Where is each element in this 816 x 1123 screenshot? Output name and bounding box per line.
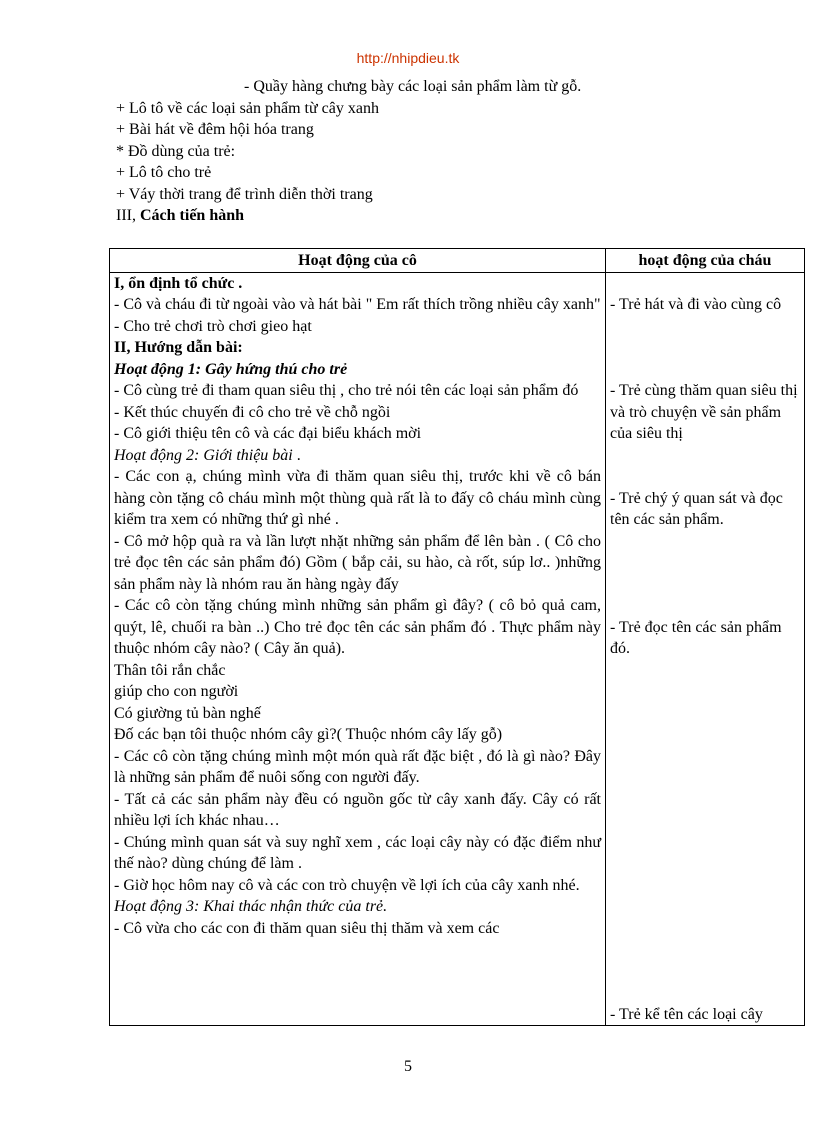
teacher-line: - Các cô còn tặng chúng mình một món quà rất đặc biệt , đó là gì nào? Đây là những sản phẩm để nuôi sống con người đấy. [114, 747, 601, 786]
section-heading [116, 205, 796, 227]
children-line: - Trẻ cùng thăm quan siêu thị và trò chuyện về sản phẩm của siêu thị [610, 382, 798, 442]
spacer [610, 810, 800, 832]
spacer [610, 552, 800, 574]
spacer [610, 359, 800, 381]
riddle-line: Thân tôi rắn chắc [114, 661, 226, 679]
spacer [610, 767, 800, 789]
teacher-line: - Các con ạ, chúng mình vừa đi thăm quan siêu thị, trước khi về cô bán hàng còn tặng cô cháu mình một thùng quà rất là to đấy cô cháu mình cùng kiểm tra xem có những thứ gì nhé . [114, 468, 601, 528]
table-header-row [110, 249, 805, 273]
children-line: - Trẻ đọc tên các sản phẩm đó. [610, 618, 782, 657]
activity-2-heading [114, 445, 601, 467]
spacer [610, 939, 800, 961]
spacer [610, 466, 800, 488]
spacer [610, 531, 800, 553]
spacer [610, 574, 800, 596]
intro-line: + Bài hát về đêm hội hóa trang [116, 121, 314, 138]
spacer [610, 875, 800, 897]
spacer [610, 961, 800, 983]
teacher-line: - Cô giới thiệu tên cô và các đại biểu khách mời [114, 425, 422, 442]
teacher-line: - Tất cả các sản phẩm này đều có nguồn gốc từ cây xanh đấy. Cây có rất nhiều lợi ích khác nhau… [114, 790, 601, 829]
teacher-line: - Kết thúc chuyến đi cô cho trẻ về chỗ ngồi [114, 403, 391, 421]
spacer [610, 703, 800, 725]
spacer [610, 681, 800, 703]
spacer [610, 746, 800, 768]
intro-line: + Váy thời trang để trình diễn thời trang [116, 185, 373, 203]
teacher-line: - Cô và cháu đi từ ngoài vào và hát bài " Em rất thích trồng nhiều cây xanh" [114, 296, 601, 313]
spacer [610, 896, 800, 918]
page-number: 5 [404, 1058, 412, 1075]
spacer [610, 316, 800, 338]
spacer [610, 918, 800, 940]
table-row [110, 272, 805, 1026]
teacher-line: II, Hướng dẫn bài: [114, 339, 243, 356]
activity-table [109, 248, 805, 1026]
activity-1-heading: Hoạt động 1: Gây hứng thú cho trẻ [114, 360, 348, 378]
section-title: Cách tiến hành [139, 207, 245, 224]
spacer [610, 445, 800, 467]
materials-list [116, 76, 796, 227]
activity-3-heading: Hoạt động 3: Khai thác nhận thức của trẻ. [114, 898, 388, 915]
spacer [610, 832, 800, 854]
teacher-line: - Cô mở hộp quà ra và lần lượt nhặt những sản phẩm để lên bàn . ( Cô cho trẻ đọc tên các sản phẩm đó) Gồm ( bắp cải, su hào, cà rốt, súp lơ.. )những sản phẩm này là nhóm rau ăn hàng ngày đấy [114, 532, 601, 593]
teacher-line: - Giờ học hôm nay cô và các con trò chuyện về lợi ích của cây xanh nhé. [114, 876, 580, 894]
teacher-line: - Cô cùng trẻ đi tham quan siêu thị , cho trẻ nói tên các loại sản phẩm đó [114, 382, 579, 399]
children-activity-cell [606, 272, 805, 1026]
teacher-line: - Cô vừa cho các con đi thăm quan siêu thị thăm và xem các [114, 919, 500, 937]
spacer [610, 595, 800, 617]
section-number: III, [116, 207, 140, 224]
spacer [610, 853, 800, 875]
teacher-line: - Chúng mình quan sát và suy nghĩ xem , các loại cây này có đặc điểm như thế nào? dùng chúng để làm . [114, 833, 601, 872]
spacer [610, 337, 800, 359]
intro-line: + Lô tô về các loại sản phẩm từ cây xanh [116, 99, 379, 117]
teacher-line: - Các cô còn tặng chúng mình những sản phẩm gì đây? ( cô bỏ quả cam, quýt, lê, chuối ra bàn ..) Cho trẻ đọc tên các sản phẩm đó . Thực phẩm này thuộc nhóm cây nào? ( Cây ăn quả). [114, 597, 601, 657]
spacer [610, 660, 800, 682]
intro-line: + Lô tô cho trẻ [116, 164, 212, 181]
spacer [610, 789, 800, 811]
teacher-activity-cell [110, 272, 606, 1026]
activity-2-title: Hoạt động 2: Giới thiệu bài [114, 446, 293, 464]
teacher-line: I, ổn định tổ chức . [114, 274, 243, 292]
spacer [610, 273, 800, 295]
spacer [610, 982, 800, 1004]
header-children-activity: hoạt động của cháu [606, 249, 805, 273]
header-url: http://nhipdieu.tk [356, 50, 460, 66]
riddle-line: Đố các bạn tôi thuộc nhóm cây gì?( Thuộc nhóm cây lấy gỗ) [114, 726, 503, 743]
riddle-line: Có giường tủ bàn nghế [114, 704, 261, 722]
activity-2-suffix: . [292, 446, 301, 464]
children-line: - Trẻ chý ý quan sát và đọc tên các sản phẩm. [610, 489, 783, 528]
riddle-line: giúp cho con người [114, 683, 239, 700]
spacer [610, 724, 800, 746]
intro-line: * Đồ dùng của trẻ: [116, 142, 236, 160]
children-line: - Trẻ kể tên các loại cây [610, 1005, 763, 1023]
teacher-line: - Cho trẻ chơi trò chơi gieo hạt [114, 317, 312, 335]
children-line: - Trẻ hát và đi vào cùng cô [610, 296, 782, 313]
header-teacher-activity: Hoạt động của cô [110, 249, 606, 273]
intro-line: - Quầy hàng chưng bày các loại sản phẩm làm từ gỗ. [244, 78, 582, 95]
